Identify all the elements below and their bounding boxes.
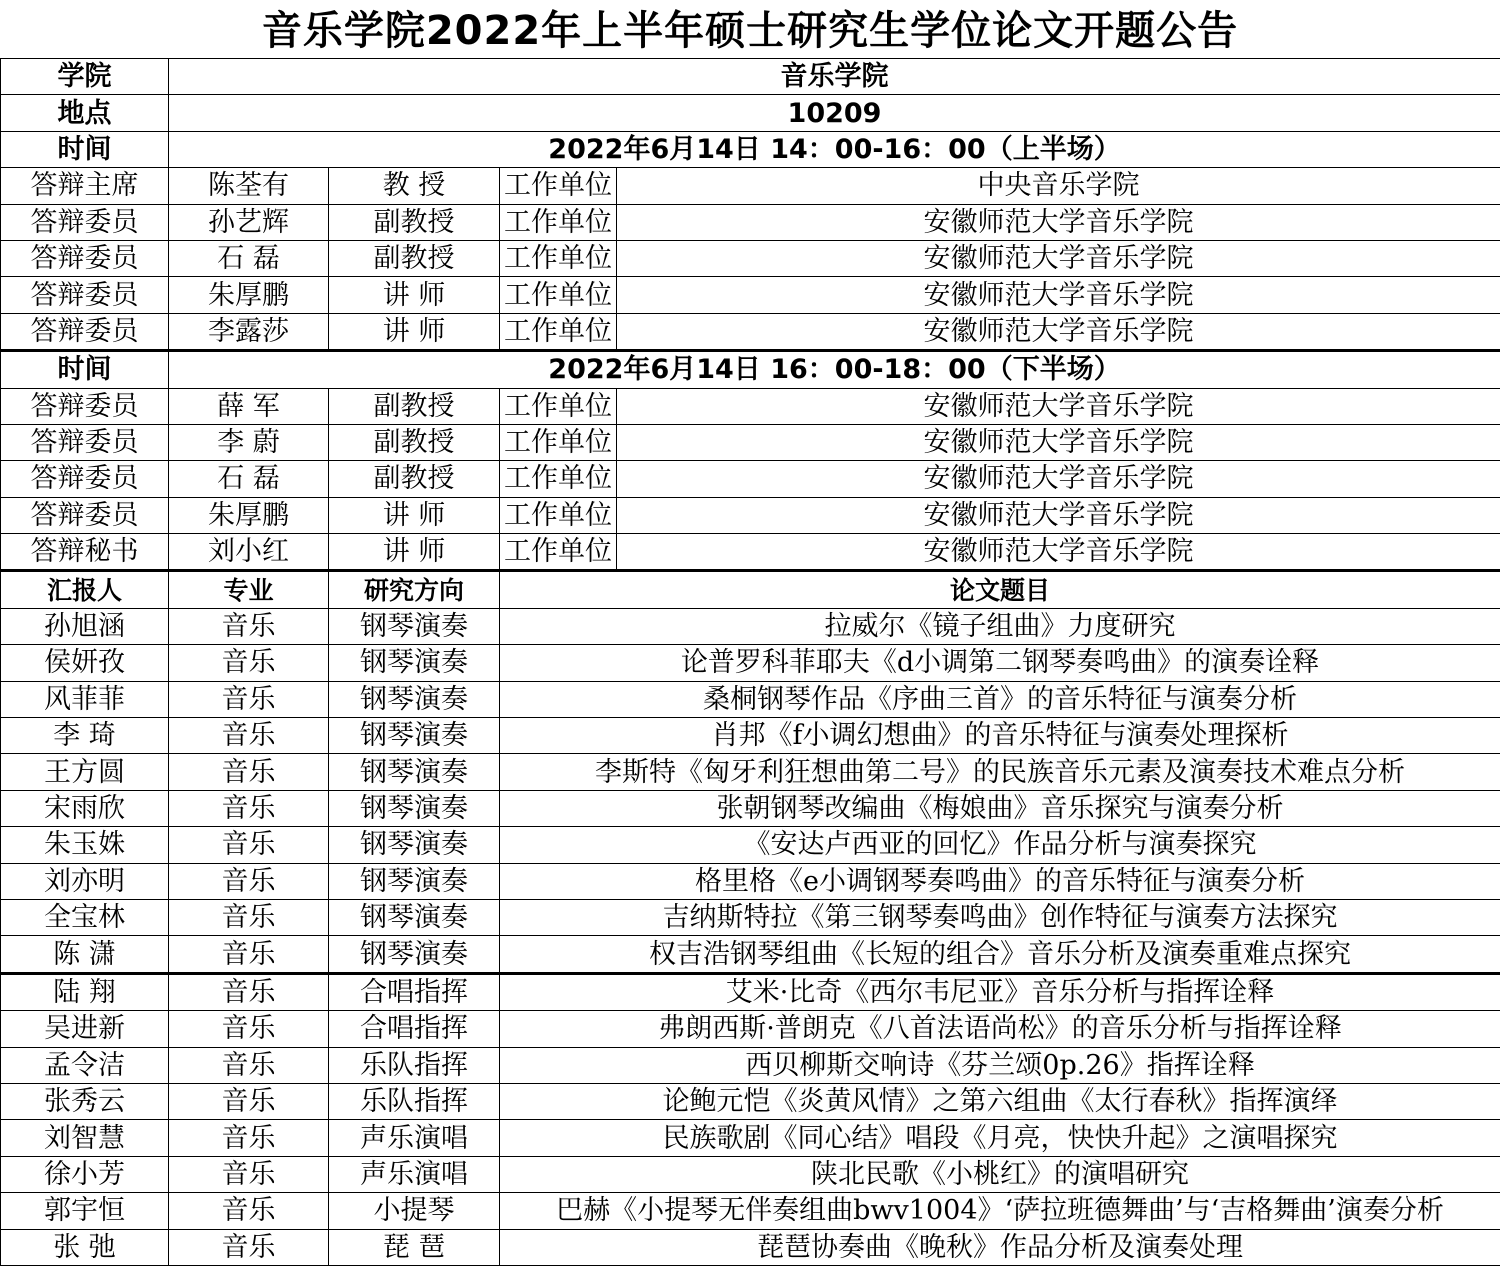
committee-row [1,168,1500,204]
member-name: 李露莎 [169,313,329,350]
major-cell: 音乐 [169,863,329,899]
thesis-title: 论鲍元恺《炎黄风情》之第六组曲《太行春秋》指挥演绎 [500,1083,1500,1119]
thesis-title: 艾米·比奇《西尔韦尼亚》音乐分析与指挥诠释 [500,973,1500,1010]
major-cell: 音乐 [169,1047,329,1083]
direction-cell: 钢琴演奏 [329,863,500,899]
member-title: 副教授 [329,204,500,240]
reporter-name: 吴进新 [1,1011,169,1047]
time-label: 时间 [1,131,169,167]
session2-time: 2022年6月14日 16：00-18：00（下半场） [169,351,1500,388]
direction-cell: 合唱指挥 [329,973,500,1010]
college-label: 学院 [1,59,169,95]
thesis-title: 弗朗西斯·普朗克《八首法语尚松》的音乐分析与指挥诠释 [500,1011,1500,1047]
member-role: 答辩主席 [1,168,169,204]
member-name: 刘小红 [169,534,329,571]
session1-time: 2022年6月14日 14：00-16：00（上半场） [169,131,1500,167]
member-title: 讲 师 [329,313,500,350]
table-row [1,1193,1500,1229]
college-value: 音乐学院 [169,59,1500,95]
member-unit: 安徽师范大学音乐学院 [617,461,1500,497]
major-cell: 音乐 [169,973,329,1010]
session1-time-row [1,131,1500,167]
table-row [1,790,1500,826]
member-unit: 安徽师范大学音乐学院 [617,534,1500,571]
member-role: 答辩委员 [1,424,169,460]
major-cell: 音乐 [169,754,329,790]
member-role: 答辩委员 [1,313,169,350]
reporter-name: 张秀云 [1,1083,169,1119]
thesis-title: 张朝钢琴改编曲《梅娘曲》音乐探究与演奏分析 [500,790,1500,826]
member-title: 副教授 [329,461,500,497]
committee-row [1,277,1500,313]
header-major: 专业 [169,571,329,608]
reporter-name: 孟令洁 [1,1047,169,1083]
committee-row [1,534,1500,571]
reporter-name: 朱玉姝 [1,827,169,863]
direction-cell: 乐队指挥 [329,1047,500,1083]
table-row [1,863,1500,899]
reporter-name: 李 琦 [1,718,169,754]
committee-row [1,388,1500,424]
page-title: 音乐学院2022年上半年硕士研究生学位论文开题公告 [261,8,1239,54]
direction-cell: 钢琴演奏 [329,754,500,790]
direction-cell: 钢琴演奏 [329,608,500,644]
header-direction: 研究方向 [329,571,500,608]
member-unit: 安徽师范大学音乐学院 [617,204,1500,240]
member-unit: 安徽师范大学音乐学院 [617,388,1500,424]
session2-time-row [1,351,1500,388]
thesis-title: 陕北民歌《小桃红》的演唱研究 [500,1156,1500,1192]
member-role: 答辩委员 [1,497,169,533]
thesis-title: 民族歌剧《同心结》唱段《月亮，快快升起》之演唱探究 [500,1120,1500,1156]
table-row [1,608,1500,644]
member-title: 讲 师 [329,497,500,533]
major-cell: 音乐 [169,1229,329,1265]
time-label: 时间 [1,351,169,388]
table-row [1,1047,1500,1083]
reporter-name: 陈 潇 [1,936,169,973]
reporter-name: 徐小芳 [1,1156,169,1192]
member-unit-label: 工作单位 [500,424,617,460]
member-role: 答辩委员 [1,388,169,424]
header-reporter: 汇报人 [1,571,169,608]
member-role: 答辩委员 [1,461,169,497]
table-row [1,718,1500,754]
member-name: 朱厚鹏 [169,497,329,533]
table-row [1,973,1500,1010]
thesis-title: 拉威尔《镜子组曲》力度研究 [500,608,1500,644]
announcement-table [0,58,1500,1266]
member-unit: 安徽师范大学音乐学院 [617,313,1500,350]
major-cell: 音乐 [169,936,329,973]
member-role: 答辩秘书 [1,534,169,571]
major-cell: 音乐 [169,645,329,681]
table-row [1,645,1500,681]
member-unit: 安徽师范大学音乐学院 [617,277,1500,313]
member-unit: 安徽师范大学音乐学院 [617,424,1500,460]
table-row [1,1083,1500,1119]
major-cell: 音乐 [169,1193,329,1229]
table-row [1,1120,1500,1156]
reporter-name: 侯妍孜 [1,645,169,681]
location-label: 地点 [1,95,169,131]
thesis-title: 桑桐钢琴作品《序曲三首》的音乐特征与演奏分析 [500,681,1500,717]
direction-cell: 钢琴演奏 [329,827,500,863]
direction-cell: 小提琴 [329,1193,500,1229]
member-title: 讲 师 [329,534,500,571]
reporter-name: 宋雨欣 [1,790,169,826]
member-unit-label: 工作单位 [500,534,617,571]
reports-header-row [1,571,1500,608]
thesis-title: 论普罗科菲耶夫《d小调第二钢琴奏鸣曲》的演奏诠释 [500,645,1500,681]
member-unit-label: 工作单位 [500,497,617,533]
member-title: 讲 师 [329,277,500,313]
direction-cell: 琵 琶 [329,1229,500,1265]
reporter-name: 郭宇恒 [1,1193,169,1229]
major-cell: 音乐 [169,1120,329,1156]
major-cell: 音乐 [169,899,329,935]
location-value: 10209 [169,95,1500,131]
direction-cell: 声乐演唱 [329,1120,500,1156]
member-unit-label: 工作单位 [500,168,617,204]
member-name: 孙艺辉 [169,204,329,240]
thesis-title: 《安达卢西亚的回忆》作品分析与演奏探究 [500,827,1500,863]
member-role: 答辩委员 [1,204,169,240]
member-name: 朱厚鹏 [169,277,329,313]
member-role: 答辩委员 [1,240,169,276]
direction-cell: 声乐演唱 [329,1156,500,1192]
thesis-title: 权吉浩钢琴组曲《长短的组合》音乐分析及演奏重难点探究 [500,936,1500,973]
direction-cell: 钢琴演奏 [329,790,500,826]
college-row [1,59,1500,95]
member-name: 石 磊 [169,461,329,497]
direction-cell: 合唱指挥 [329,1011,500,1047]
member-role: 答辩委员 [1,277,169,313]
member-unit-label: 工作单位 [500,313,617,350]
table-row [1,681,1500,717]
table-row [1,1229,1500,1265]
thesis-title: 格里格《e小调钢琴奏鸣曲》的音乐特征与演奏分析 [500,863,1500,899]
table-row [1,899,1500,935]
member-unit-label: 工作单位 [500,461,617,497]
member-title: 教 授 [329,168,500,204]
major-cell: 音乐 [169,790,329,826]
major-cell: 音乐 [169,1083,329,1119]
committee-row [1,313,1500,350]
major-cell: 音乐 [169,718,329,754]
thesis-title: 李斯特《匈牙利狂想曲第二号》的民族音乐元素及演奏技术难点分析 [500,754,1500,790]
member-unit-label: 工作单位 [500,204,617,240]
major-cell: 音乐 [169,827,329,863]
member-unit: 安徽师范大学音乐学院 [617,497,1500,533]
direction-cell: 钢琴演奏 [329,718,500,754]
member-name: 陈荃有 [169,168,329,204]
member-unit-label: 工作单位 [500,240,617,276]
major-cell: 音乐 [169,608,329,644]
member-title: 副教授 [329,424,500,460]
member-title: 副教授 [329,240,500,276]
direction-cell: 钢琴演奏 [329,899,500,935]
member-title: 副教授 [329,388,500,424]
reporter-name: 全宝林 [1,899,169,935]
major-cell: 音乐 [169,1156,329,1192]
header-thesis: 论文题目 [500,571,1500,608]
member-name: 薛 军 [169,388,329,424]
member-unit: 安徽师范大学音乐学院 [617,240,1500,276]
direction-cell: 钢琴演奏 [329,936,500,973]
committee-row [1,240,1500,276]
table-row [1,936,1500,973]
thesis-title: 肖邦《f小调幻想曲》的音乐特征与演奏处理探析 [500,718,1500,754]
thesis-title: 巴赫《小提琴无伴奏组曲bwv1004》‘萨拉班德舞曲’与‘吉格舞曲’演奏分析 [500,1193,1500,1229]
table-row [1,754,1500,790]
member-name: 李 蔚 [169,424,329,460]
thesis-title: 吉纳斯特拉《第三钢琴奏鸣曲》创作特征与演奏方法探究 [500,899,1500,935]
member-unit-label: 工作单位 [500,388,617,424]
reporter-name: 刘亦明 [1,863,169,899]
committee-row [1,497,1500,533]
thesis-title: 琵琶协奏曲《晚秋》作品分析及演奏处理 [500,1229,1500,1265]
reporter-name: 陆 翔 [1,973,169,1010]
committee-row [1,424,1500,460]
member-unit: 中央音乐学院 [617,168,1500,204]
major-cell: 音乐 [169,681,329,717]
table-row [1,1011,1500,1047]
committee-row [1,204,1500,240]
thesis-title: 西贝柳斯交响诗《芬兰颂0p.26》指挥诠释 [500,1047,1500,1083]
location-row [1,95,1500,131]
member-name: 石 磊 [169,240,329,276]
member-unit-label: 工作单位 [500,277,617,313]
reporter-name: 刘智慧 [1,1120,169,1156]
reporter-name: 王方圆 [1,754,169,790]
table-row [1,827,1500,863]
table-row [1,1156,1500,1192]
direction-cell: 乐队指挥 [329,1083,500,1119]
reporter-name: 孙旭涵 [1,608,169,644]
direction-cell: 钢琴演奏 [329,681,500,717]
direction-cell: 钢琴演奏 [329,645,500,681]
committee-row [1,461,1500,497]
major-cell: 音乐 [169,1011,329,1047]
reporter-name: 风菲菲 [1,681,169,717]
reporter-name: 张 弛 [1,1229,169,1265]
